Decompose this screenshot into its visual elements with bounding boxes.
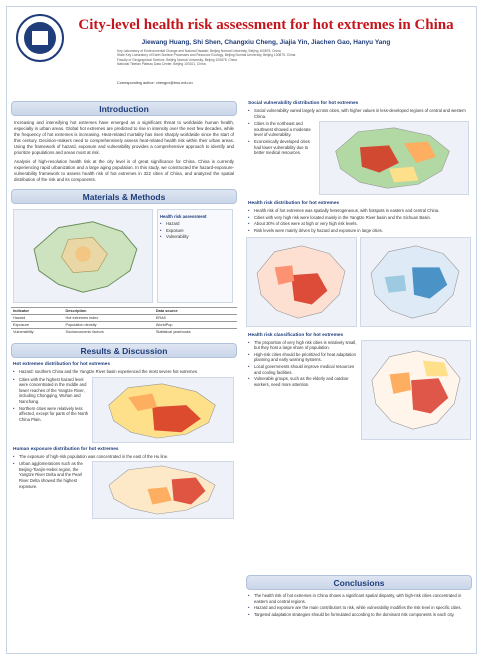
vulnerability-map (319, 121, 469, 195)
result-bullet: • Cities with very high risk were located mainly in the Yangtze River basin and the Sichuan Basin. (246, 215, 472, 221)
affiliation: National Tibetan Plateau Data Center, Beijing 100101, China (117, 61, 206, 66)
table-header: Description (64, 308, 154, 315)
result-bullet: • Hazard: southern China and the Yangtze River basin experienced the most severe hot extremes. (11, 369, 237, 375)
table-header: Data source (154, 308, 237, 315)
results-subheading-2: Human exposure distribution for hot extremes (13, 446, 119, 452)
result-bullet: • Health risk of hot extremes was spatially heterogeneous, with hotspots in eastern and central China. (246, 208, 472, 214)
table-cell: Exposure (11, 322, 64, 329)
framework-item: • Vulnerability (158, 234, 232, 240)
results-subheading-4: Health risk distribution for hot extremes (248, 201, 340, 207)
table-cell: Hazard (11, 315, 64, 322)
intro-paragraph-1: Increasing and intensifying hot extremes have emerged as a significant threat to worldwide human health, especially in urban areas. Global hot extremes are predicted to rise in intensity over the next few decades, while the frequency of hot extremes is increasing. Heat-related mortality has risen sharply worldwide since the start of this century. Decision-makers need to comprehensively assess heat-related health risk within their urban areas. Using the framework of hazard, exposure and vulnerability provides a comprehensive approach to identify and prioritize populations and areas most at risk. (14, 120, 234, 155)
table-row (11, 315, 237, 322)
table-cell: Population density (64, 322, 154, 329)
table-cell: Vulnerability (11, 329, 64, 336)
framework-item: • Exposure (158, 228, 232, 234)
conclusion-bullet: • Targeted adaptation strategies should be formulated according to the dominant risk components in each city. (246, 612, 472, 618)
poster (6, 6, 477, 654)
result-bullet: • Economically developed cities had lower vulnerability due to better medical resources. (246, 139, 316, 156)
result-bullet: • The proportion of very high risk cities is relatively small, but they host a large share of population. (246, 340, 358, 351)
authors: Jiewang Huang, Shi Shen, Changxiu Cheng, Jiajia Yin, Jiachen Gao, Hanyu Yang (141, 39, 391, 46)
result-bullet: • Cities in the northeast and southwest showed a moderate level of vulnerability. (246, 121, 316, 138)
poster-title: City-level health risk assessment for hot extremes in China (78, 17, 454, 33)
result-bullet: • Urban agglomerations such as the Beijing-Tianjin-Hebei region, the Yangtze River Delta and the Pearl River Delta showed the highest exposure. (11, 461, 89, 489)
results-subheading-1: Hot extremes distribution for hot extremes (13, 362, 111, 367)
table-cell: Statistical yearbooks (154, 329, 237, 336)
intro-paragraph-2: Analysis of high-resolution health risk at the city level is of great significance for China. China is currently experiencing rapid urbanization and a large aging population. In this study, we constructed the hazard-exposure-vulnerability framework to assess health risk of hot extremes in 322 cities of China, and analyzed the spatial distribution of the risk and its components. (14, 159, 234, 182)
risk-classification-map (361, 340, 471, 440)
conclusion-bullet: • The health risk of hot extremes in China shows a significant spatial disparity, with high-risk cities concentrated in eastern and central regions. (246, 593, 472, 604)
corresponding-author: Corresponding author: chengcx@bnu.edu.cn (117, 81, 193, 85)
results-heading: Results & Discussion (11, 343, 237, 358)
results-subheading-5: Health risk classification for hot extremes (248, 332, 344, 338)
conclusions-heading: Conclusions (246, 575, 472, 590)
result-bullet: • High-risk cities should be prioritized for heat adaptation planning and early warning systems. (246, 352, 358, 363)
framework-diagram (157, 209, 233, 303)
hazard-map (92, 377, 234, 443)
result-bullet: • Vulnerable groups, such as the elderly and outdoor workers, need more attention. (246, 376, 358, 387)
table-cell: Socioeconomic factors (64, 329, 154, 336)
framework-item: • Hazard (158, 221, 232, 227)
introduction-heading: Introduction (11, 101, 237, 116)
methods-figure (11, 207, 237, 305)
conclusions (246, 575, 472, 618)
result-bullet: • Local governments should improve medical resources and cooling facilities. (246, 364, 358, 375)
result-bullet: • Northern cities were relatively less affected, except for parts of the North China Plain. (11, 406, 89, 423)
exposure-map (92, 461, 234, 519)
risk-map-b (360, 237, 471, 327)
affiliation: Faculty of Geographical Science, Beijing Normal University, Beijing 100875, China (117, 57, 237, 62)
result-bullet: • Social vulnerability varied largely across cities, with higher values in less-developed regions of central and western China. (246, 108, 472, 119)
table-header: Indicator (11, 308, 64, 315)
header (7, 7, 476, 93)
methods-heading: Materials & Methods (11, 189, 237, 204)
result-bullet: • The exposure of high-risk population was concentrated in the east of the Hu line. (11, 454, 237, 460)
study-area-map (13, 209, 153, 303)
results-subheading-3: Social vulnerability distribution for hot extremes (248, 101, 359, 106)
risk-map-a (246, 237, 357, 327)
result-bullet: • About 30% of cities were at high or very high risk levels. (246, 221, 472, 227)
result-bullet: • Cities with the highest hazard level were concentrated in the middle and lower reaches of the Yangtze River, including Chongqing, Wuhan and Nanchang. (11, 377, 89, 405)
table-cell: WorldPop (154, 322, 237, 329)
result-bullet: • Risk levels were mainly driven by hazard and exposure in large cities. (246, 228, 472, 234)
table-row (11, 322, 237, 329)
table-cell: Hot extremes index (64, 315, 154, 322)
framework-title: Health risk assessment (160, 214, 207, 219)
table-cell: ERA5 (154, 315, 237, 322)
affiliation: Key Laboratory of Environmental Change and Natural Disaster, Beijing Normal University, Beijing 100875, China (117, 49, 281, 53)
right-column (246, 101, 472, 440)
indicator-table (11, 307, 237, 335)
university-logo (15, 13, 65, 63)
table-row (11, 329, 237, 336)
affiliations (117, 49, 417, 66)
left-column (11, 101, 237, 519)
affiliation: State Key Laboratory of Earth Surface Processes and Resource Ecology, Beijing Normal University, Beijing 100875, China (117, 53, 296, 58)
conclusion-bullet: • Hazard and exposure are the main contributors to risk, while vulnerability modifies the risk level in specific cities. (246, 605, 472, 611)
